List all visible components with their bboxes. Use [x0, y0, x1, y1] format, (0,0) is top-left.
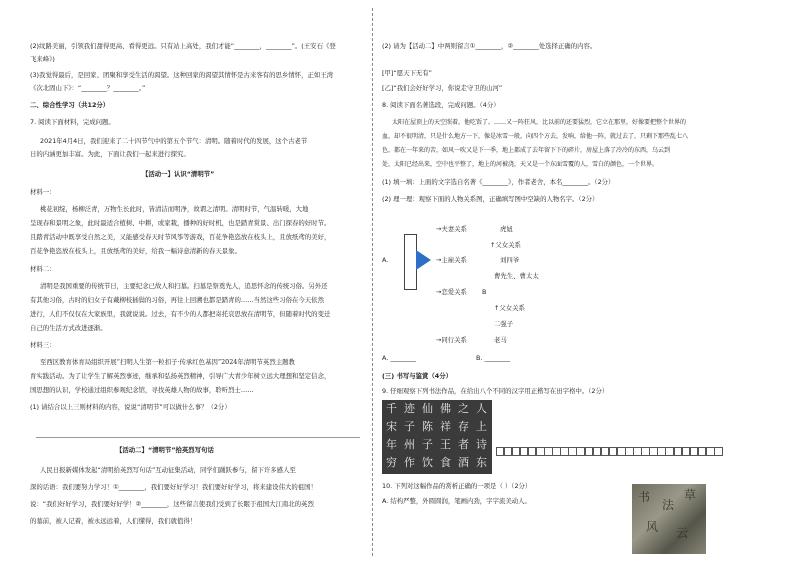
- text-line: 深的话语：我们要努力学习！①________，我们要好好学习！我们要好好学习，将来建设伟大的祖国！: [30, 483, 317, 491]
- text-line: 色，都在一年来的苦，如风一吹又是下一季，地上都成了去年留下下的碎片，房屋上落了冷冷的东西，乌云到: [382, 147, 671, 154]
- text-line: 至西区教育体育局组织开展“扫明人生第一粒扣子·传承红色基因”2024年清明节英烈主题教: [40, 358, 295, 366]
- section-heading: 二、综合性学习（共12分）: [30, 101, 110, 109]
- section-heading: (三) 书写与鉴赏（4分）: [382, 372, 453, 380]
- relation-peer: →同行关系: [436, 336, 467, 344]
- arrow-right-icon: [416, 250, 432, 270]
- text-line: 百花争艳恣放在枝头上，且放纸鸢的美好，给我一幅诗意清新的春天景象。: [30, 247, 241, 255]
- text-line: 人民日报新媒体发起“清明拾英烈写句话”互动征集活动，同学们踊跃参与，留下许多感人至: [40, 466, 296, 474]
- material-label: 材料二：: [30, 265, 56, 273]
- person-huniu: 虎妞: [500, 225, 513, 233]
- text-line: 处，太阳已经出来，空中也平整了，地上的河被浇，天又是一个东面雪覆的人，雪白的颜色，一个世界。: [382, 161, 659, 168]
- question-text: (2) 理一理：观察下面的人物关系图，正确填写图中空缺的人物名字。（2分）: [382, 195, 599, 203]
- activity-one-title: 【活动一】认识“清明节”: [142, 170, 215, 178]
- question-title: 7. 阅读下面材料，完成问题。: [30, 118, 115, 126]
- person-liusiye: 刘四爷: [500, 256, 520, 264]
- column-divider: [372, 8, 373, 556]
- person-erqiangzi: 二强子: [494, 320, 514, 328]
- calligraphy-artwork-image: 书 法 草 风 云: [632, 484, 706, 554]
- question-text: (1) 请结合以上三则材料的内容，说说“清明节”可以做什么事？（2分）: [30, 403, 231, 411]
- diagram-b-label: B: [482, 288, 487, 296]
- relation-father-daughter-2: ↑父女关系: [494, 304, 525, 312]
- text-line: 血，却不很明清，只是什么地方一下，像是冰雪一般，向四个方去，发响，给他一阵，就过去了，只剩下那些乱七八: [382, 133, 689, 140]
- text-line: 太阳在屋顶上的天空照着，他吃饭了。……又一阵狂风，比以前的还要猛烈，它立在那里，好像要把整个世界的: [392, 119, 687, 126]
- relation-spouse: →夫妻关系: [436, 225, 467, 233]
- person-laoma: 老马: [494, 336, 507, 344]
- text-line: 《次北固山下》：“________？________。”: [30, 84, 146, 92]
- text-line: 飞来峰》): [30, 55, 55, 63]
- question-text: 10. 下列对这幅作品的赏析正确的一项是（ ）（2分）: [382, 482, 532, 490]
- left-column: [30, 0, 364, 562]
- material-label: 材料一：: [30, 188, 56, 196]
- question-text: (2) 请为【活动二】中两则留言①________，②________处选择正确的内容。: [382, 42, 597, 50]
- person-caoxiansheng: 曹先生、曹太太: [494, 272, 539, 280]
- text-line: 说：“我们好好学习，我们要好好学！②________，这些留言使我们受到了长眠于祖国大江南北的英烈: [30, 500, 314, 508]
- answer-line: [36, 437, 360, 438]
- text-line: 桃花初绽，杨柳泛青，万物生长此时，皆清洁而明净，故谓之清明。清明时节，气温转暖，大地: [40, 205, 309, 213]
- activity-two-title: 【活动二】“清明节”拾英烈写句话: [116, 446, 214, 454]
- text-line: 且踏青活动中既享受自然之美，又能感受春天时节风筝等游戏，百花争艳恣放在枝头上，且放纸鸢的美好，: [30, 233, 331, 241]
- right-column: [382, 0, 766, 562]
- text-line: 进行，人们不仅仅在大家族里，我就说说。过去，有不少的人都把寄托哀思放在清明节，但随着时代的变迁: [30, 310, 331, 318]
- relation-employer: →主雇关系: [436, 256, 467, 264]
- question-title: 8. 阅读下面名著选段，完成问题。（4分）: [382, 101, 500, 109]
- text-line: (2)纹路美丽，引领我们甜得更高、看得更远。只有站上高处，我们才能“________，________”。(王安石《登: [30, 42, 336, 50]
- calligraphy-image: 千 宋 年 穷 迹 子 州 作 仙 陈 子 饮 佛 祥 王 食 之 存 者 酒 人 上 诗 东: [382, 400, 492, 474]
- text-line: 有其他习俗，古时的妇女子有戴柳枝插鬓的习俗，再往上回溯也都是踏青的……当然这些习俗在今天依然: [30, 296, 324, 304]
- relation-father-daughter: ↑父女关系: [490, 241, 521, 249]
- text-line: 的墓前，被人记着，被永远远着，人们懂得，我们就值得！: [30, 517, 197, 525]
- text-line: 2021年4月4日，我们迎来了二十四节气中的第五个节气：清明。随着时代的发展，这个古老节: [40, 137, 308, 145]
- question-text: 9. 仔细观察下列书法作品，在给出八个不同的汉字用正楷写在田字格中。（2分）: [382, 387, 609, 395]
- text-line: 育实践活动。为了让学生了解英烈事迹，继承和弘扬英烈精神，引导广大青少年树立远大理想和坚定信念，: [30, 372, 331, 380]
- answer-b: B. ________: [476, 354, 511, 362]
- option-a: A. 结构严整，外圆圆润，笔画内劲，字字流美动人。: [382, 497, 531, 505]
- diagram-a-label: A.: [382, 256, 389, 264]
- text-line: 自己的生活方式改进逐渐。: [30, 324, 107, 332]
- text-line: 清明是我国重要的传统节日，主要纪念已故人和扫墓。扫墓是祭奠先人，追思怀念的传统习俗。另外还: [40, 282, 328, 290]
- question-text: (1) 填一填：上面的文字选自名著《________》，作者老舍，本名________。（2分）: [382, 178, 615, 186]
- text-line: 国思想的认识，学校通过组织参观纪念馆，寻找英雄人物的故事，聆听烈士……: [30, 386, 254, 394]
- text-line: 日的内涵更加丰富。为此，下面让我们一起来进行探究。: [30, 150, 190, 158]
- relation-love: →恋爱关系: [436, 288, 467, 296]
- option-jia: [甲]“愿天下无有”: [382, 69, 432, 77]
- option-yi: [乙]“我们会好好学习，你说走守卫的山河”: [382, 84, 503, 92]
- answer-a: A. ________: [382, 354, 416, 362]
- text-line: 呈现春和景明之象，此时最适合植树、中耕，或家栽，播种的好时机，也是踏青赏景、出门探春的好时节。: [30, 219, 331, 227]
- writing-grid[interactable]: [496, 447, 723, 456]
- text-line: (3)我觉得最后，是回家、团聚和享受生活的渴望。这种回家的渴望其情怀是古来客有的思乡情怀，正如王湾: [30, 71, 334, 79]
- material-label: 材料三：: [30, 341, 56, 349]
